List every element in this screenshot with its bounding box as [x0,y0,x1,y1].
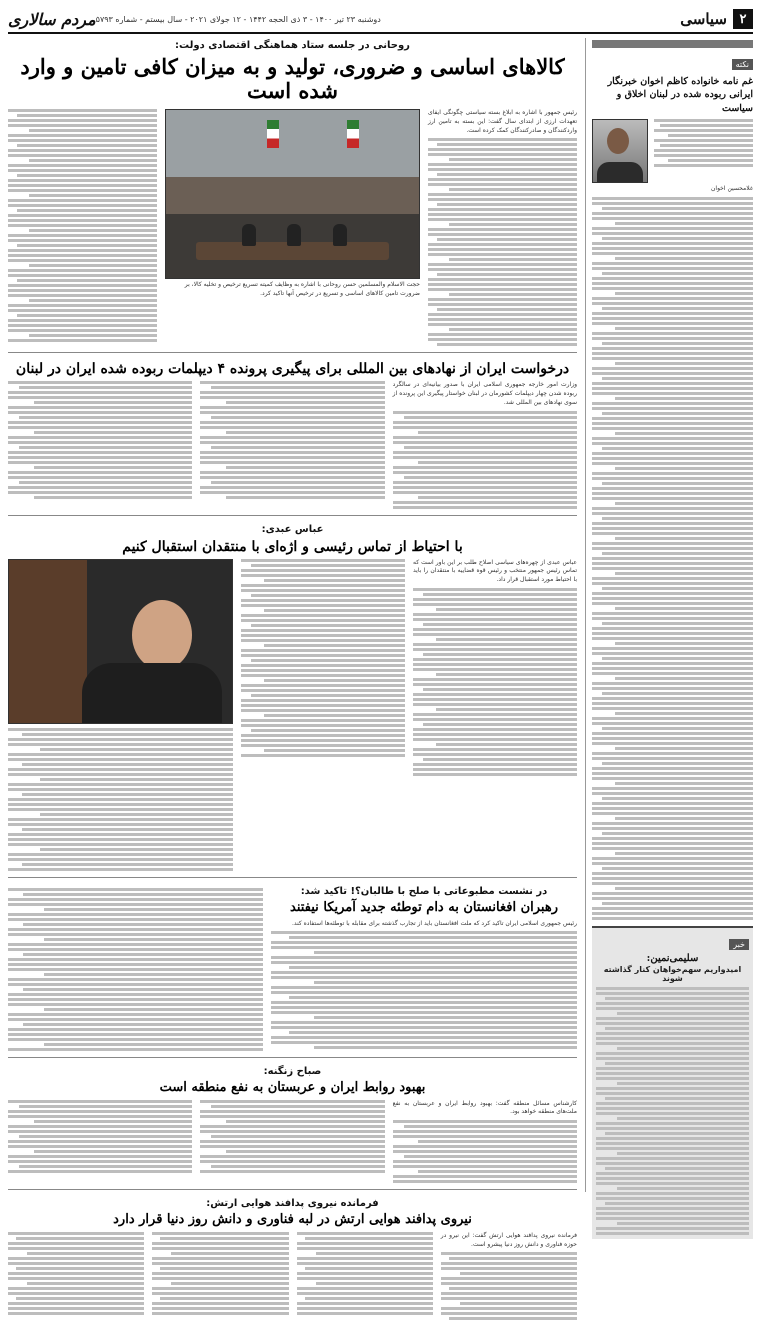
meeting-photo-caption: حجت الاسلام والمسلمین حسن روحانی با اشاره به وظایف کمیته تسریع ترخیص و تخلیه کالا، بر ضرورت تامین کالاهای اساسی و تسریع در ترخیص آنها تاکید کرد. [184,281,420,297]
story-air-defense-kicker: فرمانده نیروی پدافند هوایی ارتش: [206,1197,379,1209]
main-story-body [8,109,577,346]
story-saudi [8,1064,577,1190]
right-tag: نکته [732,59,753,70]
main-area [8,38,577,1248]
right-headline: غم نامه خانواده کاظم اخوان خبرنگار ایرانی ربوده شده در لبنان اخلاق و سیاست [607,76,753,114]
meeting-photo [165,109,420,279]
right-photo-row [592,119,753,183]
section-label [680,9,753,29]
story-air-defense [8,1196,577,1320]
right-news-box [592,926,753,1239]
right-photo-caption: غلامحسین اخوان [711,184,753,192]
box-subtitle: امیدواریم سهم‌خواهان کنار گذاشته شوند [603,965,742,984]
abdi-photo [8,559,233,724]
right-column [585,38,753,1192]
story-abdi-kicker: عباس عبدی: [261,523,324,535]
right-photo-text [654,119,753,183]
box-tag: خبر [729,939,749,950]
main-story-headline: کالاهای اساسی و ضروری، تولید و به میزان کافی تامین و وارد شده است [20,54,565,104]
story-saudi-headline: بهبود روابط ایران و عربستان به نفع منطقه است [159,1079,426,1095]
story-afghanistan [8,884,577,1058]
main-story-col-1 [428,109,577,346]
masthead [8,6,753,34]
story-saudi-kicker: صباح زنگنه: [263,1065,322,1077]
section-name: سیاسی [680,10,727,28]
story-air-defense-lead: فرمانده نیروی پدافند هوایی ارتش گفت: این نیرو در حوزه فناوری و دانش روز دنیا پیشرو است. [440,1231,577,1248]
right-column-text [592,197,753,920]
story-abdi-headline: با احتیاط از تماس رئیسی و اژه‌ای با منتقدان استقبال کنیم [122,538,463,555]
main-story-lead: رئیس جمهور با اشاره به ابلاغ بسته سیاستی چگونگی ایفای تعهدات ارزی از ابتدای سال گفت: این بسته به تامین ارز واردکنندگان و صادرکنندگان کمک کرده است. [428,109,577,134]
masthead-left [8,10,387,29]
right-top-bar [592,40,753,48]
story-afghanistan-lead: رئیس جمهوری اسلامی ایران تاکید کرد که ملت افغانستان باید از تجارب گذشته برای مقابله با توطئه‌ها استفاده کند. [292,919,577,927]
story-air-defense-headline: نیروی پدافند هوایی ارتش در لبه فناوری و دانش روز دنیا قرار دارد [113,1211,472,1227]
box-text [596,987,749,1235]
right-photo [592,119,648,183]
main-story [8,38,577,353]
newspaper-logo: مردم سالاری [8,9,96,29]
story-abdi-lead: عباس عبدی از چهره‌های سیاسی اصلاح طلب بر این باور است که تماس رئیس جمهور منتخب و رئیس قوه قضاییه با منتقدان را باید با احتیاط مورد استقبال قرار داد. [413,558,577,583]
story-diplomats [8,359,577,515]
main-story-photo-col [165,109,420,346]
story-abdi [8,522,577,878]
story-diplomats-lead: وزارت امور خارجه جمهوری اسلامی ایران با صدور بیانیه‌ای در سالگرد ربوده شدن چهار دیپلمات کشورمان در لبنان خواستار پیگیری این پرونده از سوی نهادهای بین المللی شد. [392,381,577,406]
issue-line: دوشنبه ۲۳ تیر ۱۴۰۰ - ۳ ذی الحجه ۱۴۴۲ - ۱۲ جولای ۲۰۲۱ - سال بیستم - شماره ۵۷۹۳ [95,14,381,24]
story-afghanistan-kicker: در نشست مطبوعاتی با صلح با طالبان؟! تاکید شد: [300,885,548,897]
main-story-kicker: روحانی در جلسه ستاد هماهنگی اقتصادی دولت: [175,40,410,51]
story-diplomats-headline: درخواست ایران از نهادهای بین المللی برای پیگیری پرونده ۴ دیپلمات ربوده شده ایران در لبنان [15,361,570,378]
story-afghanistan-headline: رهبران افغانستان به دام توطئه جدید آمریکا نیفتند [290,899,558,915]
story-saudi-lead: کارشناس مسائل منطقه گفت: بهبود روابط ایران و عربستان به نفع ملت‌های منطقه خواهد بود. [392,1099,577,1116]
main-story-col-2 [8,109,157,346]
box-title: سلیمی‌نمین: [646,953,699,965]
page-number: ۲ [733,9,753,29]
